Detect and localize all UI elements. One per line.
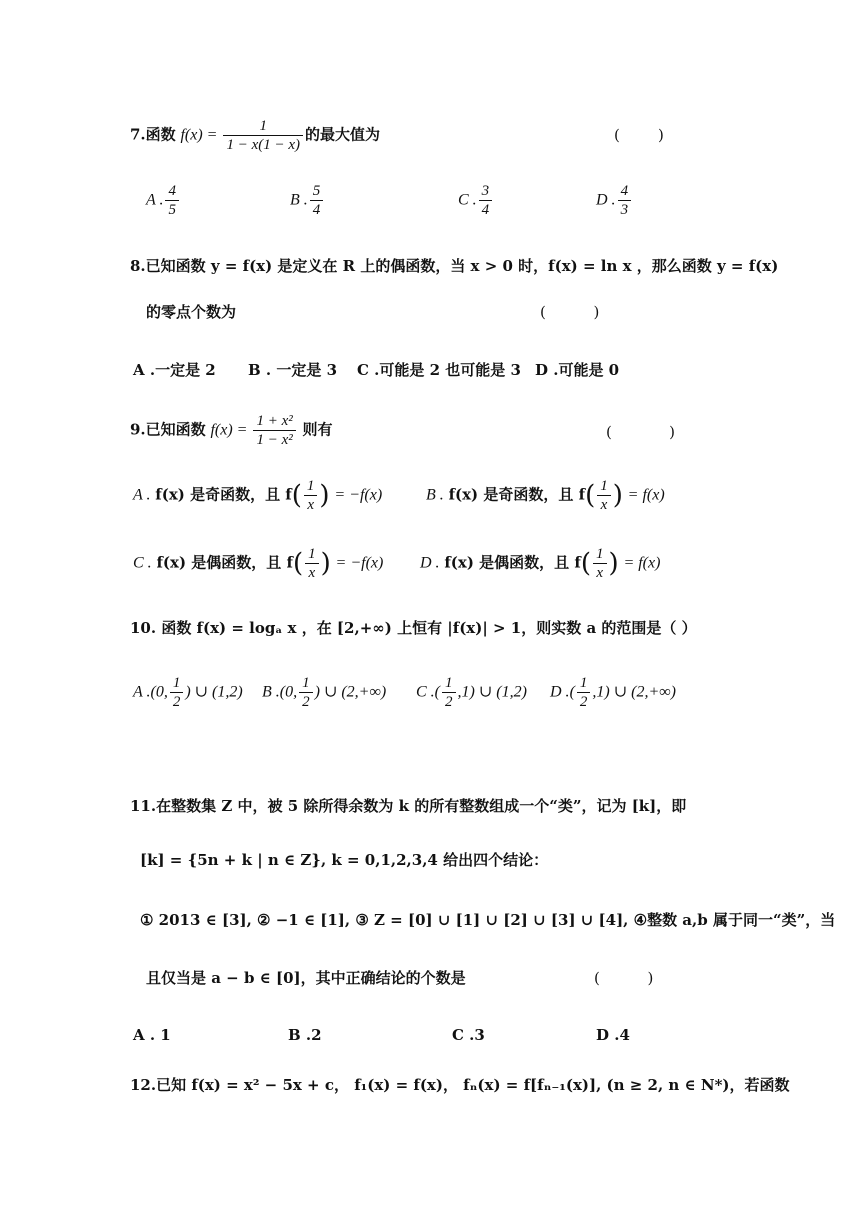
q10-options xyxy=(0,670,860,710)
q8-option-c: C .可能是 2 也可能是 3 xyxy=(357,361,521,379)
q11-stem-2 xyxy=(0,848,860,888)
q10-line: 10. 函数 f(x) = logₐ x ，在 [2,+∞) 上恒有 |f(x)| > 1，则实数 a 的范围是（ ） xyxy=(130,619,697,637)
q8-option-a: A .一定是 2 xyxy=(133,361,216,379)
q8-option-b: B . 一定是 3 xyxy=(248,361,338,379)
q10-option-a: A .(0, $\frac{1}{2}$ ) ∪ (1,2) xyxy=(133,675,243,710)
q7-option-c-frac: $\frac{3}{4}$ xyxy=(479,182,493,219)
q7-option-b-label: B . xyxy=(290,191,308,209)
q11-line2: [k] = {5n + k | n ∈ Z}, k = 0,1,2,3,4 给出四个结论： xyxy=(140,851,549,869)
q9-number: 9. xyxy=(130,420,146,439)
q7-frac-den: 1 − x(1 − x) xyxy=(223,135,303,154)
q7-fraction xyxy=(223,117,303,154)
q7-number: 7. xyxy=(130,125,146,144)
q7-options xyxy=(0,178,860,218)
q8-options xyxy=(0,358,860,398)
q9-options-row1 xyxy=(0,475,860,515)
q9-option-b: B . f(x) 是奇函数，且 f( $\frac{1}{x}$ ) = f(x) xyxy=(426,478,665,513)
q7-answer-bracket: ( ) xyxy=(614,126,664,144)
q11-stem-1 xyxy=(0,794,860,834)
q8-stem xyxy=(0,246,860,286)
q9-fraction xyxy=(253,412,295,449)
q9-pre: 已知函数 xyxy=(145,420,206,439)
q11-stem-3 xyxy=(0,908,860,948)
q11-line1: 11.在整数集 Z 中，被 5 除所得余数为 k 的所有整数组成一个“类”，记为 [k]，即 xyxy=(130,797,687,815)
q8-answer-bracket: ( ) xyxy=(540,303,600,321)
q9-function: f(x) = xyxy=(210,421,252,439)
q9-stem xyxy=(0,410,860,450)
q10-option-d: D .( $\frac{1}{2}$ ,1) ∪ (2,+∞) xyxy=(550,675,676,710)
q10-option-c: C .( $\frac{1}{2}$ ,1) ∪ (1,2) xyxy=(416,675,527,710)
q7-option-a-label: A . xyxy=(146,191,164,209)
q11-answer-bracket: ( ) xyxy=(594,969,654,987)
q7-frac-num: 1 xyxy=(259,118,267,134)
q10-stem xyxy=(0,616,860,656)
q9-options-row2 xyxy=(0,543,860,583)
q7-option-d-frac: $\frac{4}{3}$ xyxy=(618,182,632,219)
q12-stem xyxy=(0,1073,860,1113)
q11-line3: ① 2013 ∈ [3], ② −1 ∈ [1], ③ Z = [0] ∪ [1] ∪ [2] ∪ [3] ∪ [4], ④整数 a,b 属于同一“类”，当 xyxy=(140,911,836,929)
q11-line4: 且仅当是 a − b ∈ [0]，其中正确结论的个数是 xyxy=(146,969,466,987)
q8-line2: 的零点个数为 xyxy=(146,303,237,321)
q8-option-d: D .可能是 0 xyxy=(535,361,620,379)
q7-option-d-label: D . xyxy=(596,191,616,209)
q8-stem-cont xyxy=(0,300,860,340)
q9-frac-den: 1 − x² xyxy=(253,430,295,449)
q7-post: 的最大值为 xyxy=(305,125,381,144)
q11-option-b: B .2 xyxy=(288,1026,322,1044)
q9-answer-bracket: ( ) xyxy=(606,423,675,441)
q9-option-c: C . f(x) 是偶函数，且 f( $\frac{1}{x}$ ) = −f(x) xyxy=(133,546,384,581)
q10-option-b: B .(0, $\frac{1}{2}$ ) ∪ (2,+∞) xyxy=(262,675,387,710)
q11-options xyxy=(0,1023,860,1063)
q11-option-a: A . 1 xyxy=(133,1026,171,1044)
q11-stem-4 xyxy=(0,966,860,1006)
q9-frac-num: 1 + x² xyxy=(256,413,293,429)
q9-post: 则有 xyxy=(302,420,333,439)
q9-option-a: A . f(x) 是奇函数，且 f( $\frac{1}{x}$ ) = −f(x) xyxy=(133,478,383,513)
q7-stem xyxy=(0,115,860,155)
q7-option-a-frac: $\frac{4}{5}$ xyxy=(165,182,179,219)
q7-option-b-frac: $\frac{5}{4}$ xyxy=(310,182,324,219)
q12-line1: 12.已知 f(x) = x² − 5x + c， f₁(x) = f(x)， fₙ(x) = f[fₙ₋₁(x)], (n ≥ 2, n ∈ N*)，若函数 xyxy=(130,1076,790,1094)
q7-option-c-label: C . xyxy=(458,191,477,209)
q11-option-d: D .4 xyxy=(596,1026,630,1044)
q9-option-d: D . f(x) 是偶函数，且 f( $\frac{1}{x}$ ) = f(x) xyxy=(420,546,661,581)
q11-option-c: C .3 xyxy=(452,1026,485,1044)
q7-pre: 函数 xyxy=(145,125,176,144)
q8-line1: 8.已知函数 y = f(x) 是定义在 R 上的偶函数，当 x > 0 时，f(x) = ln x ，那么函数 y = f(x) xyxy=(130,257,779,275)
q7-function: f(x) = xyxy=(180,126,222,144)
